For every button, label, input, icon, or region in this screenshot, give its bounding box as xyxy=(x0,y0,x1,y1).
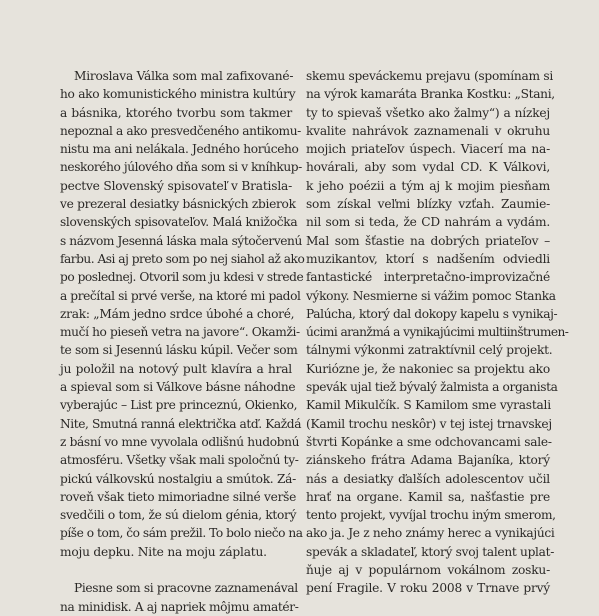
text-line: som získal veľmi blízky vzťah. Zaumie- xyxy=(306,197,550,212)
text-line: ako ja. Je z neho známy herec a vynikajúci xyxy=(306,526,555,541)
text-line: tento projekt, vyvíjal trochu iným smerom, xyxy=(306,508,556,523)
text-line: ve prezeral desiatky básnických zbierok xyxy=(60,197,296,212)
text-line: výkony. Nesmierne si vážim pomoc Stanka xyxy=(306,288,556,303)
text-line: pení Fragile. V roku 2008 v Trnave prvý xyxy=(306,581,550,596)
text-line: Kuriózne je, že nakoniec sa projektu ako xyxy=(306,361,550,376)
text-line: ziánskeho frátra Adama Bajaníka, ktorý xyxy=(306,453,550,468)
text-line: slovenských spisovateľov. Malá knižočka xyxy=(60,215,298,230)
text-line: kvalite nahrávok zaznamenali v okruhu xyxy=(306,123,550,138)
text-line: roveň však tieto mimoriadne silné verše xyxy=(60,489,296,504)
text-line: z básní vo mne vyvolala odlišnú hudobnú xyxy=(60,434,300,449)
text-line: nepoznal a ako presvedčeného antikomu- xyxy=(60,123,301,138)
text-line: a prečítal si prvé verše, na ktoré mi padol xyxy=(60,288,301,303)
text-line: svedčili o tom, že sú dielom génia, ktorý xyxy=(60,508,297,523)
text-line: (Kamil trochu neskôr) v tej istej trnavskej xyxy=(306,416,552,431)
text-line: spevák a skladateľ, ktorý svoj talent uplat- xyxy=(306,544,555,559)
text-line: neskorého júlového dňa som si v kníhkup- xyxy=(60,160,302,175)
text-line: a básnika, ktorého tvorbu som takmer xyxy=(60,105,292,120)
text-line: hrať na organe. Kamil sa, našťastie pre xyxy=(306,489,550,504)
text-line: muzikantov, ktorí s nadšením odviedli xyxy=(306,251,550,266)
text-line: tálnymi výkonmi zatraktívnil celý projekt. xyxy=(306,343,553,358)
text-line: hovárali, aby som vydal CD. K Válkovi, xyxy=(306,160,550,175)
text-line: Piesne som si pracovne zaznamenával xyxy=(74,581,298,596)
text-line: pickú válkovskú nostalgiu a smútok. Zá- xyxy=(60,471,296,486)
text-line: pectve Slovenský spisovateľ v Bratisla- xyxy=(60,178,292,193)
text-line: ňuje aj v populárnom vokálnom zosku- xyxy=(306,563,550,578)
text-line: píše o tom, čo sám prežil. To bolo niečo na xyxy=(60,526,303,541)
text-line: Mal som šťastie na dobrých priateľov – xyxy=(306,233,550,248)
text-line: nás a desiatky ďalších adolescentov učil xyxy=(306,471,550,486)
right-text-column xyxy=(306,67,569,598)
text-line: ju položil na notový pult klavíra a hral xyxy=(60,361,292,376)
text-line: spevák ujal tiež bývalý žalmista a organista xyxy=(306,380,558,395)
text-line: nistu ma ani nelákala. Jedného horúceho xyxy=(60,142,299,157)
text-line: Palúcha, ktorý dal dokopy kapelu s vynikaj- xyxy=(306,306,558,321)
text-line: na minidisk. A aj napriek môjmu amatér- xyxy=(60,599,299,614)
text-line: Nite, Smutná ranná električka atď. Každá xyxy=(60,416,302,431)
text-line: nil som si teda, že CD nahrám a vydám. xyxy=(306,215,550,230)
text-line: mučí ho pieseň vetra na javore“. Okamži- xyxy=(60,325,300,340)
paragraph-gap xyxy=(60,561,292,579)
text-line: po poslednej. Otvoril som ju kdesi v strede xyxy=(60,270,304,285)
text-line: te som si Jesennú lásku kúpil. Večer som xyxy=(60,343,298,358)
text-line: atmosféru. Všetky však mali spoločnú ty- xyxy=(60,453,299,468)
text-line: ty to spievaš všetko ako žalmy“) a nízkej xyxy=(306,105,550,120)
left-text-column xyxy=(60,67,305,616)
text-line: moju depku. Nite na moju záplatu. xyxy=(60,544,267,559)
text-line: zrak: „Mám jedno srdce úbohé a choré, xyxy=(60,306,295,321)
text-line: fantastické interpretačno-improvizačné xyxy=(306,270,550,285)
text-line: Kamil Mikulčík. S Kamilom sme vyrastali xyxy=(306,398,551,413)
text-line: Miroslava Válka som mal zafixované- xyxy=(74,69,294,83)
text-line: úcimi aranžmá a vynikajúcimi multiinštrumen- xyxy=(306,325,569,340)
text-line: štvrti Kopánke a sme odchovancami sale- xyxy=(306,434,552,449)
text-line: na výrok kamaráta Branka Kostku: „Stani, xyxy=(306,87,555,102)
text-line: a spieval som si Válkove básne náhodne xyxy=(60,380,296,395)
text-line: skemu speváckemu prejavu (spomínam si xyxy=(306,69,553,83)
text-line: vyberajúc – List pre princeznú, Okienko, xyxy=(60,398,298,413)
text-line: farbu. Asi aj preto som po nej siahol až ako xyxy=(60,251,305,266)
text-line: mojich priateľov úspech. Viacerí ma na- xyxy=(306,142,550,157)
text-line: ho ako komunistického ministra kultúry xyxy=(60,87,296,102)
text-line: s názvom Jesenná láska mala sýtočervenú xyxy=(60,233,302,248)
text-line: k jeho poézii a tým aj k mojim piesňam xyxy=(306,178,550,193)
